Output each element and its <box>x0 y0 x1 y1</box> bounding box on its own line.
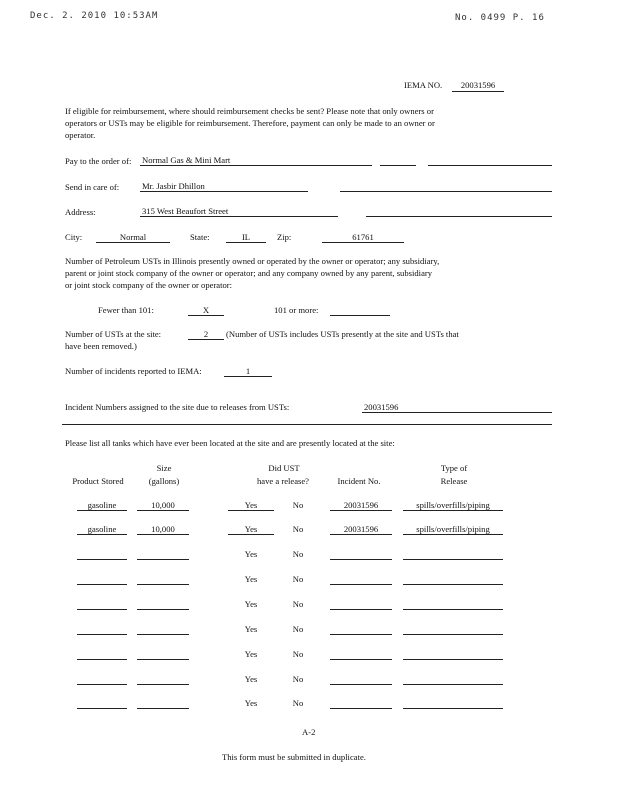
usts-para-line-1: Number of Petroleum USTs in Illinois presently owned or operated by the owner or operator; any subsidiary, <box>65 256 440 266</box>
cell-size-line <box>137 684 189 685</box>
cell-incident-line <box>330 510 392 511</box>
payee-value: Normal Gas & Mini Mart <box>142 155 231 165</box>
care-of-label: Send in care of: <box>65 182 120 192</box>
cell-no: No <box>292 574 304 584</box>
fewer-than-line <box>188 315 224 316</box>
section-rule <box>62 424 552 425</box>
cell-product-line <box>77 684 127 685</box>
cell-product-line <box>77 708 127 709</box>
header-release-2: have a release? <box>257 476 309 486</box>
city-value: Normal <box>119 232 147 242</box>
fewer-than-label: Fewer than 101: <box>98 305 154 315</box>
incidents-label: Number of incidents reported to IEMA: <box>65 366 202 376</box>
cell-incident-line <box>330 534 392 535</box>
address-line-2 <box>366 216 552 217</box>
care-of-line-2 <box>340 191 552 192</box>
cell-product-line <box>77 634 127 635</box>
fax-timestamp: Dec. 2. 2010 10:53AM <box>30 11 159 21</box>
cell-yes: Yes <box>244 649 258 659</box>
header-size-1: Size <box>156 463 172 473</box>
incident-numbers-label: Incident Numbers assigned to the site due to releases from USTs: <box>65 402 290 412</box>
cell-incident: 20031596 <box>343 524 379 534</box>
cell-yes: Yes <box>244 574 258 584</box>
cell-incident: 20031596 <box>343 500 379 510</box>
cell-no: No <box>292 674 304 684</box>
city-label: City: <box>65 232 83 242</box>
cell-product-line <box>77 659 127 660</box>
cell-yes: Yes <box>244 599 258 609</box>
cell-yes: Yes <box>244 698 258 708</box>
incident-numbers-value: 20031596 <box>364 402 399 412</box>
fewer-than-value: X <box>202 305 210 315</box>
address-label: Address: <box>65 207 96 217</box>
zip-value: 61761 <box>352 232 374 242</box>
iema-label: IEMA NO. <box>404 80 443 90</box>
cell-yes: Yes <box>244 549 258 559</box>
cell-size: 10,000 <box>151 500 175 510</box>
care-of-line <box>140 191 308 192</box>
cell-size-line <box>137 559 189 560</box>
cell-incident-line <box>330 584 392 585</box>
cell-incident-line <box>330 708 392 709</box>
cell-type-line <box>403 708 503 709</box>
payee-label: Pay to the order of: <box>65 156 132 166</box>
cell-product-line <box>77 584 127 585</box>
intro-line-3: operator. <box>65 130 96 140</box>
cell-type-line <box>403 584 503 585</box>
incidents-line <box>224 376 272 377</box>
state-label: State: <box>190 232 210 242</box>
cell-size-line <box>137 534 189 535</box>
iema-number: 20031596 <box>460 80 496 90</box>
more-than-line <box>330 315 390 316</box>
cell-type: spills/overfills/piping <box>416 524 490 534</box>
cell-yes-line <box>228 534 274 535</box>
cell-type-line <box>403 559 503 560</box>
footer-note: This form must be submitted in duplicate. <box>222 752 366 762</box>
intro-line-2: operators or USTs may be eligible for reimbursement. Therefore, payment can only be made to an owner or <box>65 118 435 128</box>
cell-product-line <box>77 559 127 560</box>
usts-site-value: 2 <box>203 329 209 339</box>
header-product: Product Stored <box>72 476 124 486</box>
state-line <box>226 242 266 243</box>
zip-label: Zip: <box>277 232 292 242</box>
incidents-value: 1 <box>245 366 251 376</box>
usts-site-note-1: (Number of USTs includes USTs presently at the site and USTs that <box>226 329 459 339</box>
zip-line <box>322 242 404 243</box>
cell-type-line <box>403 684 503 685</box>
usts-site-line <box>188 339 224 340</box>
cell-size-line <box>137 708 189 709</box>
fax-page-number: No. 0499 P. 16 <box>455 13 545 23</box>
cell-yes: Yes <box>244 500 258 510</box>
cell-no: No <box>292 649 304 659</box>
cell-type-line <box>403 609 503 610</box>
incident-numbers-line <box>362 412 552 413</box>
intro-line-1: If eligible for reimbursement, where should reimbursement checks be sent? Please note that only owners or <box>65 106 434 116</box>
payee-line-2 <box>380 165 416 166</box>
usts-para-line-3: or joint stock company of the owner or operator: <box>65 280 233 290</box>
care-of-value: Mr. Jasbir Dhillon <box>142 181 205 191</box>
usts-site-label: Number of USTs at the site: <box>65 329 162 339</box>
cell-no: No <box>292 599 304 609</box>
header-type-1: Type of <box>440 463 468 473</box>
cell-no: No <box>292 549 304 559</box>
state-value: IL <box>241 232 251 242</box>
cell-type-line <box>403 659 503 660</box>
city-line <box>96 242 170 243</box>
usts-site-note-2: have been removed.) <box>65 341 137 351</box>
cell-no: No <box>292 624 304 634</box>
cell-product: gasoline <box>87 500 117 510</box>
cell-yes: Yes <box>244 524 258 534</box>
cell-yes-line <box>228 510 274 511</box>
cell-type-line <box>403 534 503 535</box>
cell-size-line <box>137 659 189 660</box>
header-incident: Incident No. <box>337 476 381 486</box>
page-number: A-2 <box>302 727 316 737</box>
cell-size-line <box>137 510 189 511</box>
cell-yes: Yes <box>244 674 258 684</box>
more-than-label: 101 or more: <box>274 305 319 315</box>
cell-size-line <box>137 609 189 610</box>
payee-line <box>140 165 372 166</box>
header-release-1: Did UST <box>268 463 300 473</box>
cell-incident-line <box>330 684 392 685</box>
cell-product-line <box>77 510 127 511</box>
cell-product-line <box>77 534 127 535</box>
cell-product: gasoline <box>87 524 117 534</box>
cell-no: No <box>292 698 304 708</box>
tanks-instruction: Please list all tanks which have ever been located at the site and are presently located at the site: <box>65 438 395 448</box>
cell-size-line <box>137 634 189 635</box>
cell-incident-line <box>330 634 392 635</box>
cell-product-line <box>77 609 127 610</box>
cell-size: 10,000 <box>151 524 175 534</box>
cell-type-line <box>403 510 503 511</box>
cell-yes: Yes <box>244 624 258 634</box>
cell-type-line <box>403 634 503 635</box>
usts-para-line-2: parent or joint stock company of the owner or operator; and any company owned by any parent, subsidiary <box>65 268 433 278</box>
header-type-2: Release <box>440 476 468 486</box>
payee-line-3 <box>428 165 552 166</box>
address-line <box>140 216 338 217</box>
cell-type: spills/overfills/piping <box>416 500 490 510</box>
cell-no: No <box>292 500 304 510</box>
cell-incident-line <box>330 609 392 610</box>
cell-no: No <box>292 524 304 534</box>
cell-incident-line <box>330 659 392 660</box>
address-value: 315 West Beaufort Street <box>142 206 229 216</box>
cell-size-line <box>137 584 189 585</box>
cell-incident-line <box>330 559 392 560</box>
iema-number-underline <box>452 91 504 92</box>
header-size-2: (gallons) <box>148 476 180 486</box>
